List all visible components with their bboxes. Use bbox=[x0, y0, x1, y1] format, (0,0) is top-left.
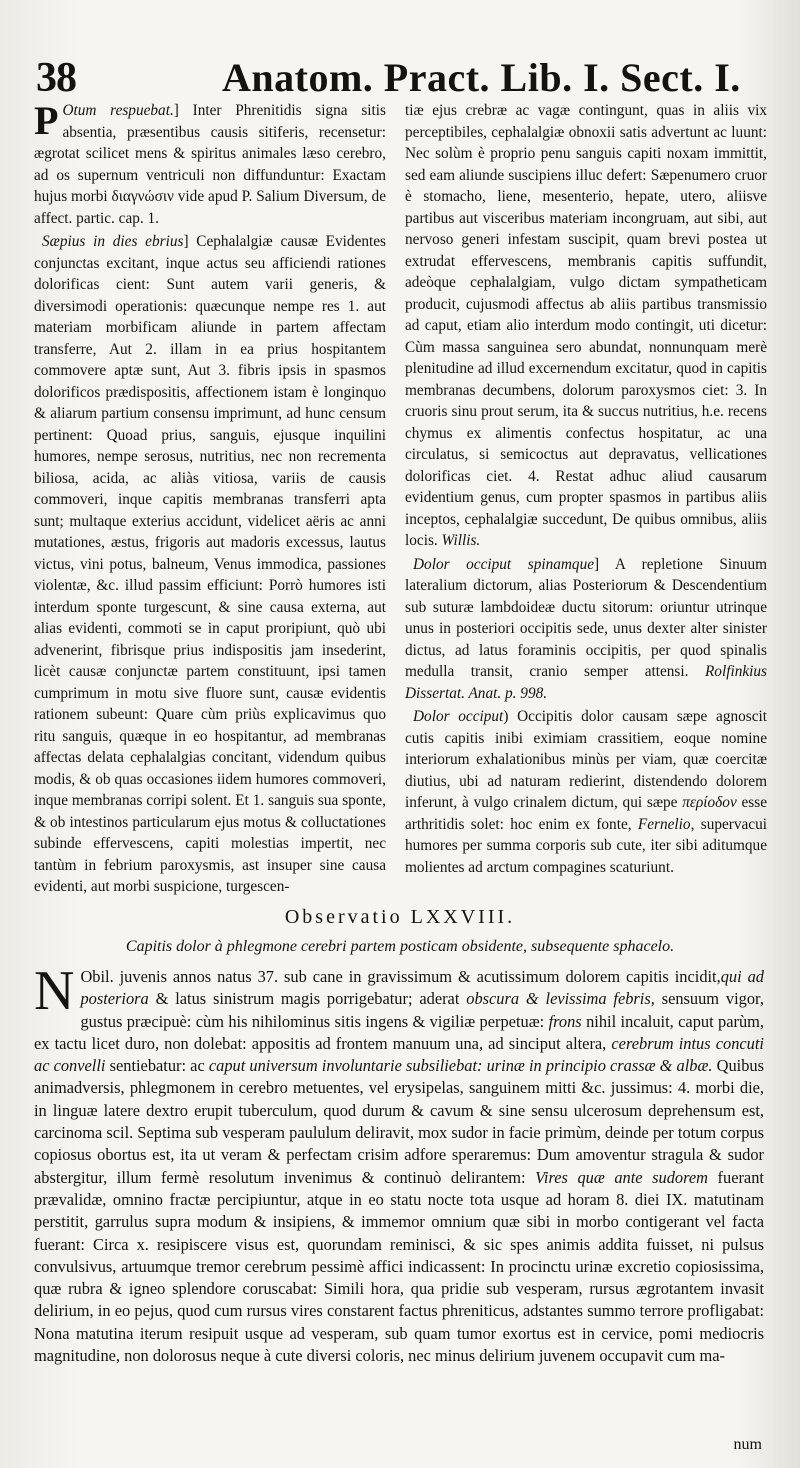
left-column bbox=[34, 100, 386, 898]
body-text: sentiebatur: ac bbox=[109, 1056, 205, 1076]
initial-letter: N bbox=[34, 960, 75, 1022]
body-text: Obil. juvenis annos natus 37. sub cane in gravissimum & acutissimum dolorem capitis incidit, bbox=[80, 967, 721, 986]
body-text: Quibus animadversis, phlegmonem in cerebro metuentes, vel erysipelas, sanguinem mitti &c. jussimus: 4. morbi die, in linguæ latere dextro erupit tuberculum, quod durum & cavum & sine sensu ulcerosum deprehensum est, carcinoma scil. Septima sub vesperam paululum deliravit, mox sudor in facie primùm, deinde per totum corpus copiosus obortus est, ita ut veram & perfectam crisim adfore speraremus: Dum amoventur stragula & sudor abstergitur, illum fermè resolutum invenimus & continuò delirantem: bbox=[34, 1056, 764, 1187]
commentary-text: ] Inter Phrenitidis signa sitis absentia, præsentibus causis sitiferis, recensetur: ægrotat scilicet mens & spiritus animales læso cerebro, ad os supernum ventriculi non diffunduntur: Exactam hujus morbi διαγνώσιν vide apud P. Salium Diversum, de affect. partic. cap. 1. bbox=[34, 102, 386, 227]
left-paragraph-1 bbox=[34, 100, 386, 229]
catchword: num bbox=[733, 1436, 762, 1453]
right-paragraph-1 bbox=[405, 100, 767, 552]
right-column bbox=[405, 100, 767, 878]
page-header bbox=[30, 52, 770, 102]
body-italic: Vires quæ ante sudorem bbox=[535, 1167, 708, 1187]
commentary-text: ] A repletione Sinuum lateralium dictorum, alias Posteriorum & Descendentium sub suturæ lambdoideæ ductu sitorum: oriuntur utrinque unus in posteriori occipitis sede, unus dexter alter sinister dictus, ad latus foraminis occipitis, per quod spinalis medulla transit, cranio semper attensi. bbox=[405, 555, 767, 680]
lemma: Dolor occiput spinamque bbox=[413, 555, 595, 573]
commentary-text: ) Occipitis dolor causam sæpe agnoscit cutis capitis inibi eximiam crassitiem, eoque nomine interiorum exhalationibus minùs per viam, quæ coercitæ diutius, ubi ad naturam redierint, distendendo dolorem inferunt, à vulgo crinalem dictum, qui sæpe bbox=[405, 708, 768, 811]
body-italic: qui ad posteriora bbox=[80, 967, 764, 1009]
citation: Rolfinkius Dissertat. Anat. p. 998. bbox=[405, 663, 767, 702]
body-text: nihil incaluit, caput parùm, ex tactu licet duro, non dolebat: appositis ad frontem manuum una, ad sinciput altera, bbox=[34, 1011, 764, 1053]
lemma: Sæpius in dies ebrius bbox=[42, 233, 184, 250]
body-italic: obscura & levissima febris, bbox=[466, 989, 655, 1009]
commentary-text: esse arthritidis solet: hoc enim ex fonte, bbox=[405, 794, 768, 833]
commentary-text: tiæ ejus crebræ ac vagæ contingunt, quas in aliis vix perceptibiles, cephalalgiæ obnoxii satis advertunt ac luunt: Nec solùm è proprio penu sanguis capiti noxam immittit, sed eam aliunde suscipiens illuc defert: Sæpenumero cruor è stomacho, liene, mesenterio, hepate, utero, aliisve partibus aut visceribus materiam incongruam, aut sibi, aut nervoso generi infestam suscipit, quam brevi postea ut extrudat effervescens, membranis capitis suffundit, adeòque cephalalgiam, vulgo dictam sympatheticam producit, cujusmodi affectus ab aliis partibus transmissio ad caput, etiam alio interdum modo contingit, uti dicetur: Cùm massa sanguinea sero abundat, nonnunquam merè plenitudine ad illud excernendum excitatur, quod in capitis membranas decumbens, dolorum paroxysmos ciet: 3. In cruoris sinu prout serum, ita & succus nutritius, h.e. recens chymus ex alimentis confectus hospitatur, ac una circulatus, si semicoctus aut depravatus, vellicationes dolorificas ciet. 4. Restat adhuc aliud causarum evidentium genus, cum propter spasmos in partibus aliis inceptos, cephalalgiæ succedunt, De quibus omnibus, aliis locis. bbox=[405, 102, 767, 549]
page-number: 38 bbox=[36, 55, 76, 101]
body-italic: frons bbox=[548, 1011, 582, 1031]
body-italic: caput universum involuntarie subsiliebat: urinæ in principio crassæ & albæ. bbox=[208, 1056, 713, 1076]
observation-heading: Observatio LXXVIII. bbox=[284, 906, 516, 928]
observation-body bbox=[34, 960, 764, 1367]
commentary-text: ] Cephalalgiæ causæ Evidentes conjunctas excitant, inque actus seu afficiendi rationes dolorificas cient: Sunt autem varii generis, & diversimodi operationis: quæcunque nempe res 1. aut materiam morbificam aliunde in partem affectam transferre, Aut 2. illam in ea prius hospitantem commovere aptæ sunt, Aut 3. fibris ipsis in spasmos dolorificos prædispositis, affectionem istam è longinquo & aliarum partium consensu imprimunt, ad hunc censum pertinent: Quoad prius, sanguis, ejusque inquilini humores, nempe serosus, nutritius, nec non recrementa biliosa, acida, ac aliàs vitiosa, variis de causis commoveri, inque capitis membranas transferri apta sunt; multaque exterius accidunt, videlicet aëris ac anni mutationes, æstus, frigoris aut madoris excessus, lautus victus, vini potus, balneum, Venus immodica, passiones violentæ, &c. illud passim efficiunt: Porrò humores isti interdum sponte turgescunt, & sine causa externa, aut alias evidenti, commoti se in caput proripiunt, quò ubi advenerint, fibrisque prius indispositis jam insederint, licèt causæ conjunctæ partem constituunt, ipsi tamen cumprimum in motu sive fluore sunt, causæ evidentis rationem subeunt: Quare cùm priùs explicavimus quo ritu sanguis, quæque in eo hospitantur, ad membranas affectas delata cephalalgias concitant, videndum quibus modis, & ob quas occasiones iidem humores commoveri, inque membranas corripi solent. Et 1. sanguis sua sponte, & ob intestinos particularum ejus motus & colluctationes subinde effervescens, capiti molestias impertit, nec tantùm in febrium paroxysmis, ast insuper sine causa evidenti, aut morbi suspicione, turgescen- bbox=[34, 233, 386, 895]
body-text: fuerant prævalidæ, omnino fractæ percipiuntur, atque in eo statu nocte tota usque ad horam 8. diei IX. matutinam perstitit, garrulus supra modum & insipiens, & immemor omnium quæ sibi in morbo contigerant vel facta fuerant: Circa x. resipiscere visus est, quorundam reminisci, & sic spes animis addita fuisset, ni pulsus convulsivus, artuumque tremor cerebrum pessimè affici indicassent: In procinctu urinæ excretio copiosissima, quæ rubra & igneo splendore coruscabat: Simili hora, qua pridie sub vesperam, rursus ægrotantem invasit delirium, in eo pejus, quod cum rursus vires constarent factus phreniticus, adstantes summo terrore profligabat: Nona matutina iterum resipuit usque ad vesperam, sub quam tumor exortus est in cervice, pomi mediocris magnitudine, non dolorosus neque à cute diversi coloris, nec minus delirium juvenem occupavit cum ma- bbox=[34, 1167, 764, 1366]
lemma: Dolor occiput bbox=[413, 708, 504, 725]
body-text: & latus sinistrum magis porrigebatur; aderat bbox=[155, 989, 460, 1009]
body-italic: cerebrum intus concuti ac convelli bbox=[34, 1033, 764, 1076]
citation: Willis. bbox=[441, 532, 481, 549]
commentary-text: , supervacui humores per summa corporis sub cute, iter sibi aditumque molientes ad arctum compagines scaturiunt. bbox=[405, 815, 767, 876]
right-paragraph-2 bbox=[405, 554, 767, 705]
greek-word: περίοδον bbox=[682, 794, 737, 811]
observation-subtitle: Capitis dolor à phlegmone cerebri partem posticam obsidente, subsequente sphacelo. bbox=[125, 938, 675, 955]
author-name: Fernelio bbox=[637, 815, 691, 833]
initial-letter: P bbox=[34, 98, 59, 143]
right-paragraph-3 bbox=[405, 706, 767, 878]
lemma: Otum respuebat. bbox=[62, 102, 174, 119]
left-paragraph-2 bbox=[34, 231, 386, 898]
running-title: Anatom. Pract. Lib. I. Sect. I. bbox=[222, 55, 741, 100]
body-text: sensuum vigor, gustus præcipuè: cùm his nihilominus sitis ingens & vigiliæ perpetuæ: bbox=[80, 989, 764, 1031]
